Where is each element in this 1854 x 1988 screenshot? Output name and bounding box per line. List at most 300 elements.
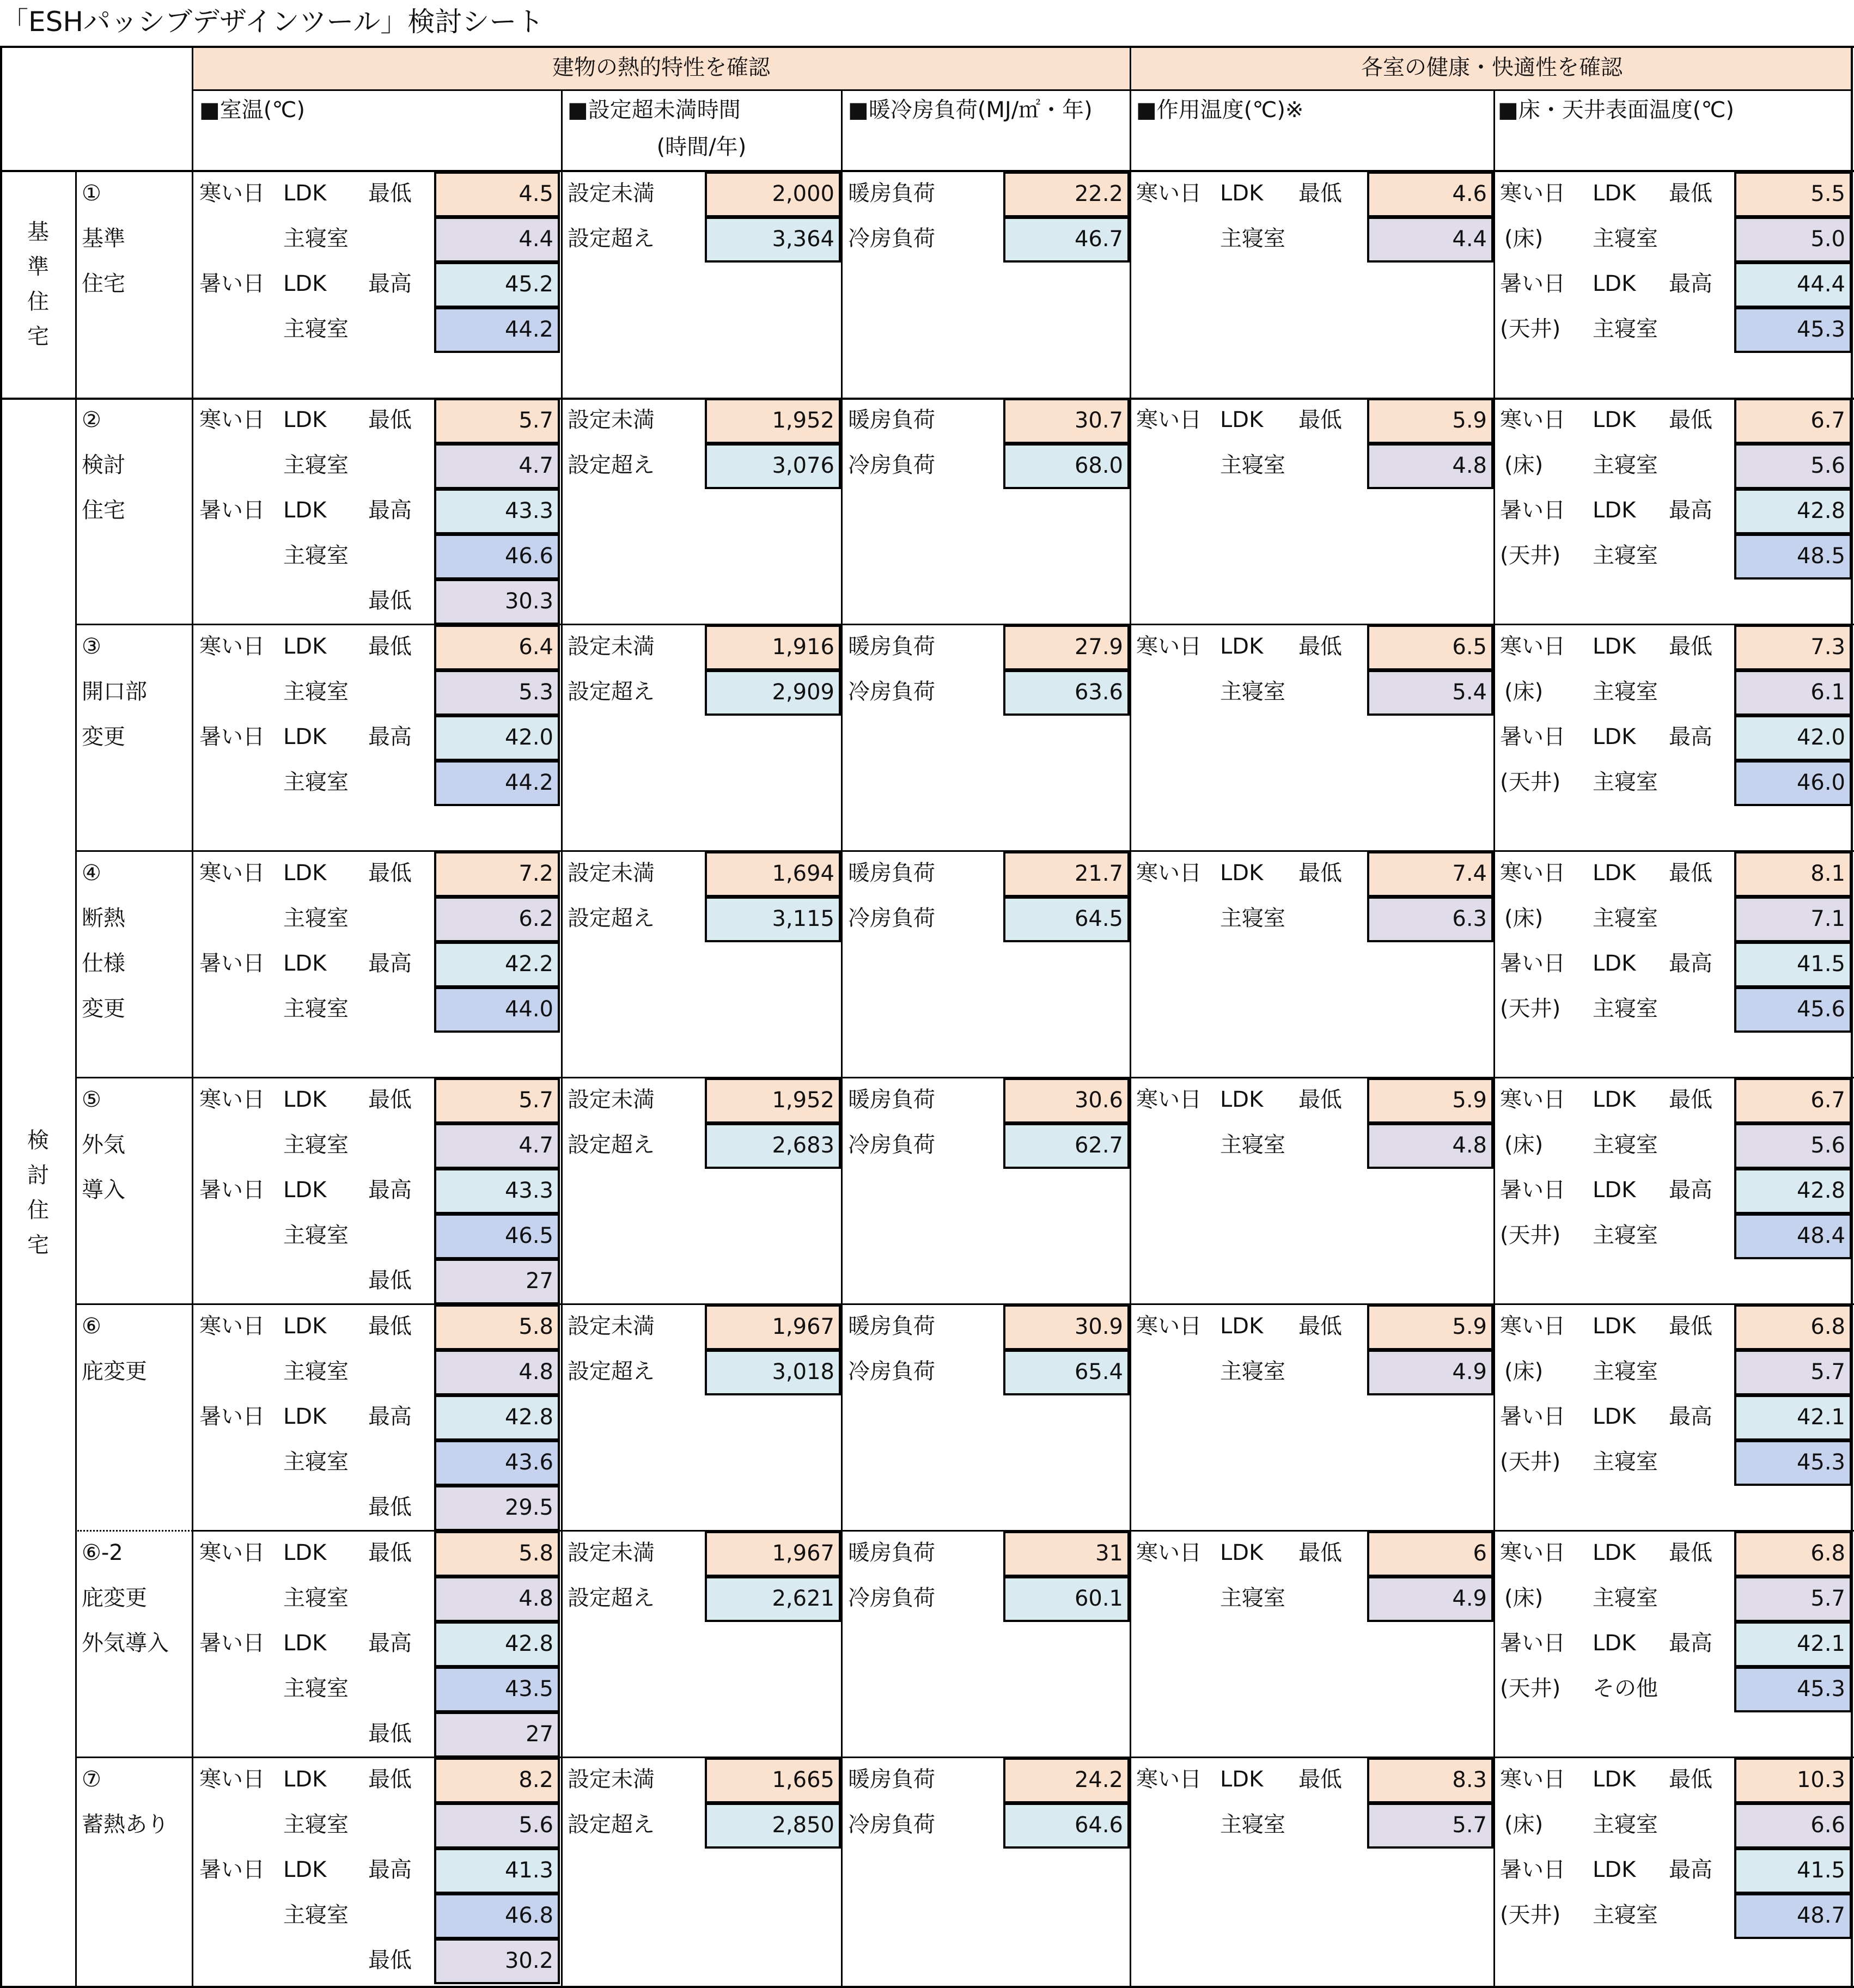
- group-label-char: 宅: [27, 324, 49, 349]
- room-temp-value: 45.2: [434, 262, 560, 308]
- label-min: 最低: [1298, 407, 1342, 432]
- label-hot-day: 暑い日: [1500, 1631, 1565, 1656]
- sheet-border-right: [1851, 46, 1853, 1988]
- label-cooling: 冷房負荷: [848, 1585, 935, 1611]
- room-temp-value: 44.2: [434, 307, 560, 353]
- room-temp-value: 6.4: [434, 625, 560, 670]
- label-bedroom: 主寝室: [283, 679, 349, 704]
- surface-temp-value: 45.3: [1734, 307, 1852, 353]
- label-min: 最低: [1298, 1087, 1342, 1112]
- label-bedroom: 主寝室: [283, 316, 349, 342]
- case-number: ①: [82, 181, 101, 206]
- case-number: ④: [82, 861, 101, 886]
- label-ldk: LDK: [1220, 181, 1264, 206]
- sheet-title: 「ESHパッシブデザインツール」検討シート: [1, 6, 544, 38]
- case-name-line: 変更: [82, 724, 125, 749]
- room-temp-value: 5.6: [434, 1803, 560, 1849]
- room-temp-value: 6.2: [434, 897, 560, 942]
- surface-temp-value: 5.7: [1734, 1576, 1852, 1622]
- label-min: 最低: [368, 1087, 412, 1112]
- label-bedroom: 主寝室: [283, 226, 349, 251]
- label-cold-day: 寒い日: [199, 181, 265, 206]
- label-ldk: LDK: [283, 1087, 327, 1112]
- group-label-char: 検: [27, 1128, 49, 1153]
- label-cold-day: 寒い日: [1500, 1087, 1565, 1112]
- header-operative-temp: ■作用温度(℃)※: [1136, 97, 1304, 123]
- surface-temp-value: 6.7: [1734, 1078, 1852, 1124]
- label-over: 設定超え: [568, 1812, 655, 1837]
- label-bedroom: 主寝室: [1593, 1585, 1658, 1611]
- label-ldk: LDK: [1220, 1087, 1264, 1112]
- label-max: 最高: [368, 1404, 412, 1429]
- label-max: 最高: [368, 271, 412, 296]
- operative-ldk-min-value: 5.9: [1367, 1304, 1493, 1350]
- label-cooling: 冷房負荷: [848, 1359, 935, 1384]
- room-temp-value: 43.5: [434, 1667, 560, 1712]
- operative-ldk-min-value: 8.3: [1367, 1758, 1493, 1803]
- room-temp-value: 43.6: [434, 1440, 560, 1486]
- label-ldk: LDK: [1220, 634, 1264, 659]
- heating-load-value: 30.6: [1003, 1078, 1130, 1124]
- label-bedroom: 主寝室: [1593, 1359, 1658, 1384]
- label-ceiling: (天井): [1500, 770, 1561, 795]
- case-name-line: 断熱: [82, 906, 125, 931]
- heating-load-value: 27.9: [1003, 625, 1130, 670]
- hours-under-value: 1,952: [705, 398, 841, 444]
- label-hot-day: 暑い日: [1500, 498, 1565, 523]
- room-temp-value: 42.8: [434, 1395, 560, 1441]
- hours-under-value: 2,000: [705, 172, 841, 217]
- label-under: 設定未満: [568, 1314, 655, 1339]
- label-over: 設定超え: [568, 1132, 655, 1157]
- room-temp-value: 5.8: [434, 1304, 560, 1350]
- label-bedroom: 主寝室: [1593, 906, 1658, 931]
- label-ldk: LDK: [1593, 724, 1636, 749]
- room-temp-value: 5.3: [434, 670, 560, 716]
- heating-load-value: 21.7: [1003, 851, 1130, 897]
- label-min: 最低: [1298, 634, 1342, 659]
- label-bedroom: 主寝室: [1220, 453, 1285, 478]
- surface-temp-value: 45.3: [1734, 1440, 1852, 1486]
- label-ldk: LDK: [1220, 407, 1264, 432]
- label-min: 最低: [368, 1540, 412, 1565]
- label-ceiling: (天井): [1500, 316, 1561, 342]
- label-ldk: LDK: [1593, 951, 1636, 976]
- label-hot-day: 暑い日: [1500, 951, 1565, 976]
- label-min: 最低: [368, 861, 412, 886]
- label-min: 最低: [368, 588, 412, 613]
- label-cold-day: 寒い日: [199, 1540, 265, 1565]
- case-number: ⑥: [82, 1314, 101, 1339]
- label-cold-day: 寒い日: [1136, 181, 1202, 206]
- surface-temp-value: 6.8: [1734, 1531, 1852, 1577]
- label-hot-day: 暑い日: [199, 1178, 265, 1203]
- surface-temp-value: 48.7: [1734, 1893, 1852, 1939]
- label-max: 最高: [1669, 951, 1712, 976]
- room-temp-value: 44.2: [434, 760, 560, 806]
- hours-over-value: 3,364: [705, 217, 841, 263]
- label-surface-room: その他: [1593, 1676, 1658, 1701]
- label-hot-day: 暑い日: [1500, 1404, 1565, 1429]
- label-ldk: LDK: [283, 1631, 327, 1656]
- label-ldk: LDK: [283, 181, 327, 206]
- room-temp-value: 8.2: [434, 1758, 560, 1803]
- surface-temp-value: 41.5: [1734, 942, 1852, 987]
- label-max: 最高: [1669, 1631, 1712, 1656]
- label-hot-day: 暑い日: [199, 951, 265, 976]
- label-min: 最低: [1669, 1087, 1712, 1112]
- label-under: 設定未満: [568, 1087, 655, 1112]
- header-group-comfort: 各室の健康・快適性を確認: [1361, 55, 1623, 80]
- hours-under-value: 1,694: [705, 851, 841, 897]
- label-ldk: LDK: [283, 498, 327, 523]
- label-floor: (床): [1504, 1585, 1544, 1611]
- room-temp-extra-min-value: 29.5: [434, 1485, 560, 1531]
- label-ldk: LDK: [1593, 1631, 1636, 1656]
- surface-temp-value: 48.5: [1734, 534, 1852, 580]
- label-cold-day: 寒い日: [199, 1767, 265, 1792]
- label-bedroom: 主寝室: [1220, 226, 1285, 251]
- label-min: 最低: [368, 181, 412, 206]
- label-min: 最低: [368, 1948, 412, 1973]
- label-max: 最高: [368, 1631, 412, 1656]
- surface-temp-value: 10.3: [1734, 1758, 1852, 1803]
- hours-over-value: 2,850: [705, 1803, 841, 1849]
- label-cold-day: 寒い日: [1500, 407, 1565, 432]
- label-surface-room: 主寝室: [1593, 1449, 1658, 1474]
- label-hot-day: 暑い日: [1500, 1178, 1565, 1203]
- label-bedroom: 主寝室: [283, 1132, 349, 1157]
- label-over: 設定超え: [568, 226, 655, 251]
- label-bedroom: 主寝室: [283, 996, 349, 1021]
- label-min: 最低: [368, 1495, 412, 1520]
- cooling-load-value: 60.1: [1003, 1576, 1130, 1622]
- label-cold-day: 寒い日: [1500, 861, 1565, 886]
- room-temp-value: 46.8: [434, 1893, 560, 1939]
- hours-under-value: 1,967: [705, 1531, 841, 1577]
- label-ldk: LDK: [1593, 181, 1636, 206]
- label-cold-day: 寒い日: [199, 1314, 265, 1339]
- label-bedroom: 主寝室: [1220, 1812, 1285, 1837]
- room-temp-value: 46.5: [434, 1213, 560, 1259]
- sheet-border-top: [0, 46, 1854, 48]
- label-over: 設定超え: [568, 453, 655, 478]
- label-ldk: LDK: [283, 407, 327, 432]
- case-separator-6: [192, 1530, 1854, 1532]
- label-under: 設定未満: [568, 1540, 655, 1565]
- case-name-line: 仕様: [82, 951, 125, 976]
- heating-load-value: 22.2: [1003, 172, 1130, 217]
- group-label-char: 住: [27, 289, 49, 314]
- room-temp-extra-min-value: 27: [434, 1712, 560, 1758]
- label-min: 最低: [1669, 181, 1712, 206]
- label-hot-day: 暑い日: [199, 1857, 265, 1882]
- label-cold-day: 寒い日: [1500, 1767, 1565, 1792]
- label-min: 最低: [368, 407, 412, 432]
- label-cooling: 冷房負荷: [848, 679, 935, 704]
- col-rule-group: [75, 171, 77, 1988]
- operative-ldk-min-value: 5.9: [1367, 398, 1493, 444]
- label-min: 最低: [1669, 1767, 1712, 1792]
- label-ceiling: (天井): [1500, 543, 1561, 568]
- label-ceiling: (天井): [1500, 996, 1561, 1021]
- room-temp-value: 42.8: [434, 1621, 560, 1667]
- label-cooling: 冷房負荷: [848, 1132, 935, 1157]
- label-ldk: LDK: [283, 634, 327, 659]
- cooling-load-value: 64.6: [1003, 1803, 1130, 1849]
- room-temp-value: 5.8: [434, 1531, 560, 1577]
- hours-under-value: 1,952: [705, 1078, 841, 1124]
- label-ldk: LDK: [1593, 1767, 1636, 1792]
- label-cooling: 冷房負荷: [848, 453, 935, 478]
- sheet-border-left: [0, 46, 2, 1988]
- room-temp-value: 5.7: [434, 398, 560, 444]
- label-surface-room: 主寝室: [1593, 1223, 1658, 1248]
- label-min: 最低: [368, 1767, 412, 1792]
- label-heating: 暖房負荷: [848, 1767, 935, 1792]
- label-floor: (床): [1504, 1812, 1544, 1837]
- room-temp-value: 42.2: [434, 942, 560, 987]
- surface-temp-value: 5.0: [1734, 217, 1852, 263]
- label-min: 最低: [1298, 861, 1342, 886]
- room-temp-value: 4.5: [434, 172, 560, 217]
- group-label-char: 準: [27, 254, 49, 279]
- operative-bedroom-value: 5.4: [1367, 670, 1493, 716]
- label-min: 最低: [1669, 1314, 1712, 1339]
- surface-temp-value: 45.6: [1734, 987, 1852, 1033]
- label-ceiling: (天井): [1500, 1902, 1561, 1928]
- label-ldk: LDK: [1593, 1540, 1636, 1565]
- label-ldk: LDK: [1593, 1404, 1636, 1429]
- label-surface-room: 主寝室: [1593, 543, 1658, 568]
- label-ldk: LDK: [283, 1540, 327, 1565]
- operative-bedroom-value: 4.9: [1367, 1350, 1493, 1395]
- header-hours: ■設定超未満時間: [568, 97, 741, 123]
- label-bedroom: 主寝室: [283, 1223, 349, 1248]
- label-cooling: 冷房負荷: [848, 226, 935, 251]
- label-ldk: LDK: [1593, 1087, 1636, 1112]
- label-ldk: LDK: [1593, 271, 1636, 296]
- label-heating: 暖房負荷: [848, 407, 935, 432]
- label-cold-day: 寒い日: [1500, 181, 1565, 206]
- label-ldk: LDK: [1593, 1857, 1636, 1882]
- header-hours-unit: (時間/年): [656, 135, 747, 160]
- case-number: ⑦: [82, 1767, 101, 1792]
- label-max: 最高: [1669, 724, 1712, 749]
- case-name-line: 導入: [82, 1178, 125, 1203]
- case-separator-5: [75, 1303, 1854, 1305]
- header-divider-groups: [192, 89, 1853, 91]
- label-floor: (床): [1504, 906, 1544, 931]
- label-min: 最低: [1669, 1540, 1712, 1565]
- label-bedroom: 主寝室: [283, 1676, 349, 1701]
- label-cold-day: 寒い日: [1500, 1314, 1565, 1339]
- label-heating: 暖房負荷: [848, 181, 935, 206]
- heating-load-value: 24.2: [1003, 1758, 1130, 1803]
- group-label-base-house: [25, 171, 51, 398]
- hours-over-value: 2,909: [705, 670, 841, 716]
- operative-ldk-min-value: 7.4: [1367, 851, 1493, 897]
- label-ldk: LDK: [283, 861, 327, 886]
- label-ldk: LDK: [1593, 498, 1636, 523]
- label-bedroom: 主寝室: [1220, 679, 1285, 704]
- header-bottom-rule: [0, 170, 1854, 172]
- label-bedroom: 主寝室: [283, 1449, 349, 1474]
- room-temp-extra-min-value: 30.3: [434, 579, 560, 625]
- label-bedroom: 主寝室: [283, 1359, 349, 1384]
- label-floor: (床): [1504, 226, 1544, 251]
- surface-temp-value: 6.8: [1734, 1304, 1852, 1350]
- col-rule-hours: [561, 89, 563, 1988]
- label-floor: (床): [1504, 1359, 1544, 1384]
- label-surface-room: 主寝室: [1593, 770, 1658, 795]
- label-floor: (床): [1504, 453, 1544, 478]
- case-separator-7: [75, 1757, 1854, 1758]
- case-name-line: 変更: [82, 996, 125, 1021]
- label-max: 最高: [1669, 1178, 1712, 1203]
- label-over: 設定超え: [568, 1585, 655, 1611]
- label-bedroom: 主寝室: [1220, 906, 1285, 931]
- group-label-char: 討: [27, 1163, 49, 1188]
- room-temp-value: 4.7: [434, 443, 560, 489]
- label-under: 設定未満: [568, 1767, 655, 1792]
- label-min: 最低: [1669, 634, 1712, 659]
- label-ceiling: (天井): [1500, 1676, 1561, 1701]
- case-separator-6-dotted: [77, 1530, 193, 1532]
- surface-temp-value: 5.6: [1734, 443, 1852, 489]
- label-bedroom: 主寝室: [1593, 1812, 1658, 1837]
- label-min: 最低: [368, 1721, 412, 1746]
- hours-over-value: 3,018: [705, 1350, 841, 1395]
- label-cold-day: 寒い日: [199, 861, 265, 886]
- surface-temp-value: 5.7: [1734, 1350, 1852, 1395]
- room-temp-value: 43.3: [434, 489, 560, 534]
- label-cold-day: 寒い日: [199, 1087, 265, 1112]
- label-min: 最低: [1298, 1540, 1342, 1565]
- label-min: 最低: [1669, 407, 1712, 432]
- label-hot-day: 暑い日: [1500, 1857, 1565, 1882]
- label-ldk: LDK: [1220, 1314, 1264, 1339]
- surface-temp-value: 6.7: [1734, 398, 1852, 444]
- label-floor: (床): [1504, 679, 1544, 704]
- group-label-char: 宅: [27, 1233, 49, 1258]
- case-name-line: 蓄熱あり: [82, 1812, 169, 1837]
- col-rule-comfort: [1130, 46, 1131, 1988]
- label-max: 最高: [368, 1857, 412, 1882]
- label-cold-day: 寒い日: [1136, 1767, 1202, 1792]
- label-ceiling: (天井): [1500, 1449, 1561, 1474]
- label-hot-day: 暑い日: [199, 1631, 265, 1656]
- operative-bedroom-value: 6.3: [1367, 897, 1493, 942]
- comparison-sheet: [0, 45, 1854, 1988]
- label-bedroom: 主寝室: [283, 906, 349, 931]
- operative-ldk-min-value: 6.5: [1367, 625, 1493, 670]
- surface-temp-value: 42.8: [1734, 489, 1852, 534]
- label-ldk: LDK: [283, 951, 327, 976]
- label-bedroom: 主寝室: [283, 1812, 349, 1837]
- label-ldk: LDK: [283, 1314, 327, 1339]
- surface-temp-value: 44.4: [1734, 262, 1852, 308]
- room-temp-value: 7.2: [434, 851, 560, 897]
- case-name-line: 庇変更: [82, 1359, 147, 1384]
- label-heating: 暖房負荷: [848, 1540, 935, 1565]
- room-temp-value: 46.6: [434, 534, 560, 580]
- label-surface-room: 主寝室: [1593, 996, 1658, 1021]
- operative-bedroom-value: 5.7: [1367, 1803, 1493, 1849]
- label-over: 設定超え: [568, 1359, 655, 1384]
- label-cold-day: 寒い日: [1136, 407, 1202, 432]
- operative-ldk-min-value: 6: [1367, 1531, 1493, 1577]
- surface-temp-value: 42.1: [1734, 1621, 1852, 1667]
- heating-load-value: 30.9: [1003, 1304, 1130, 1350]
- label-bedroom: 主寝室: [283, 453, 349, 478]
- label-bedroom: 主寝室: [283, 543, 349, 568]
- header-load: ■暖冷房負荷(MJ/㎡・年): [848, 97, 1093, 123]
- label-ldk: LDK: [1593, 1314, 1636, 1339]
- label-bedroom: 主寝室: [1220, 1132, 1285, 1157]
- col-rule-case: [192, 46, 193, 1988]
- label-hot-day: 暑い日: [199, 271, 265, 296]
- surface-temp-value: 42.1: [1734, 1395, 1852, 1441]
- case-separator-4: [75, 1077, 1854, 1078]
- operative-ldk-min-value: 5.9: [1367, 1078, 1493, 1124]
- surface-temp-value: 7.3: [1734, 625, 1852, 670]
- label-ldk: LDK: [283, 1404, 327, 1429]
- room-temp-value: 4.4: [434, 217, 560, 263]
- label-hot-day: 暑い日: [1500, 271, 1565, 296]
- label-max: 最高: [368, 1178, 412, 1203]
- label-ldk: LDK: [1593, 634, 1636, 659]
- header-group-thermal: 建物の熱的特性を確認: [552, 55, 770, 80]
- label-over: 設定超え: [568, 679, 655, 704]
- label-ldk: LDK: [1593, 861, 1636, 886]
- col-rule-surface: [1493, 89, 1495, 1988]
- surface-temp-value: 45.3: [1734, 1667, 1852, 1712]
- label-over: 設定超え: [568, 906, 655, 931]
- cooling-load-value: 62.7: [1003, 1123, 1130, 1169]
- label-max: 最高: [1669, 271, 1712, 296]
- label-heating: 暖房負荷: [848, 861, 935, 886]
- surface-temp-value: 5.5: [1734, 172, 1852, 217]
- label-cooling: 冷房負荷: [848, 906, 935, 931]
- surface-temp-value: 6.6: [1734, 1803, 1852, 1849]
- label-min: 最低: [1669, 861, 1712, 886]
- room-temp-value: 41.3: [434, 1848, 560, 1894]
- label-max: 最高: [1669, 1404, 1712, 1429]
- label-hot-day: 暑い日: [199, 498, 265, 523]
- base-study-separator: [0, 398, 1854, 400]
- surface-temp-value: 46.0: [1734, 760, 1852, 806]
- room-temp-value: 4.7: [434, 1123, 560, 1169]
- col-rule-load: [841, 89, 843, 1988]
- case-number: ③: [82, 634, 101, 659]
- hours-under-value: 1,916: [705, 625, 841, 670]
- surface-temp-value: 41.5: [1734, 1848, 1852, 1894]
- label-surface-room: 主寝室: [1593, 1902, 1658, 1928]
- case-name-line: 外気導入: [82, 1631, 169, 1656]
- hours-over-value: 2,683: [705, 1123, 841, 1169]
- label-cold-day: 寒い日: [199, 407, 265, 432]
- operative-bedroom-value: 4.8: [1367, 443, 1493, 489]
- label-ldk: LDK: [1593, 407, 1636, 432]
- cooling-load-value: 65.4: [1003, 1350, 1130, 1395]
- group-label-char: 住: [27, 1198, 49, 1223]
- case-separator-2: [75, 624, 1854, 625]
- label-max: 最高: [368, 498, 412, 523]
- header-surface-temp: ■床・天井表面温度(℃): [1498, 97, 1734, 123]
- case-name-line: 基準: [82, 226, 125, 251]
- case-separator-3: [75, 850, 1854, 852]
